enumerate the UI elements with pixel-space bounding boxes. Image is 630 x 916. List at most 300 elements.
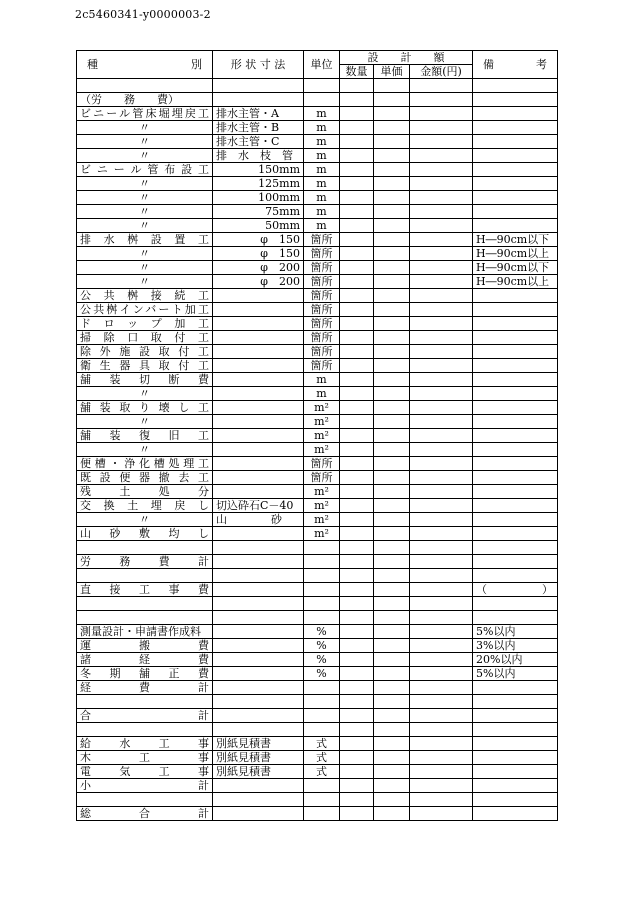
cell-unit: m² bbox=[304, 415, 340, 429]
cell-amount bbox=[410, 541, 473, 555]
cell-qty bbox=[340, 765, 374, 779]
cell-unit: m² bbox=[304, 429, 340, 443]
table-row bbox=[77, 625, 558, 639]
cell-unit-price bbox=[374, 135, 410, 149]
cell-amount bbox=[410, 513, 473, 527]
table-row bbox=[77, 751, 558, 765]
cell-unit bbox=[304, 779, 340, 793]
cell-qty bbox=[340, 527, 374, 541]
cell-unit: 箇所 bbox=[304, 261, 340, 275]
cell-unit: m² bbox=[304, 401, 340, 415]
cell-remarks bbox=[473, 569, 558, 583]
cell-qty bbox=[340, 513, 374, 527]
cell-shape: φ 150 bbox=[213, 233, 304, 247]
table-row bbox=[77, 527, 558, 541]
table-row bbox=[77, 793, 558, 807]
cell-amount bbox=[410, 639, 473, 653]
cell-unit-price bbox=[374, 107, 410, 121]
cell-unit bbox=[304, 723, 340, 737]
cell-unit-price bbox=[374, 247, 410, 261]
cell-remarks: 5%以内 bbox=[473, 667, 558, 681]
table-row bbox=[77, 583, 558, 597]
cell-qty bbox=[340, 415, 374, 429]
cell-qty bbox=[340, 695, 374, 709]
table-row bbox=[77, 401, 558, 415]
cell-shape bbox=[213, 443, 304, 457]
cell-unit bbox=[304, 93, 340, 107]
table-row bbox=[77, 639, 558, 653]
cell-unit bbox=[304, 569, 340, 583]
cell-qty bbox=[340, 163, 374, 177]
cell-qty bbox=[340, 499, 374, 513]
cell-remarks bbox=[473, 471, 558, 485]
cell-remarks bbox=[473, 415, 558, 429]
cell-qty bbox=[340, 219, 374, 233]
cell-unit-price bbox=[374, 359, 410, 373]
cell-unit bbox=[304, 807, 340, 821]
cell-qty bbox=[340, 401, 374, 415]
cell-remarks bbox=[473, 457, 558, 471]
cell-qty bbox=[340, 387, 374, 401]
table-row bbox=[77, 219, 558, 233]
cell-shape: φ 200 bbox=[213, 275, 304, 289]
cell-qty bbox=[340, 583, 374, 597]
cell-remarks bbox=[473, 737, 558, 751]
document-id: 2c5460341-y0000003-2 bbox=[75, 8, 211, 21]
cell-unit: 箇所 bbox=[304, 233, 340, 247]
cell-unit: 箇所 bbox=[304, 359, 340, 373]
cell-unit: m bbox=[304, 373, 340, 387]
cell-shape: 別紙見積書 bbox=[213, 737, 304, 751]
cell-shape: 別紙見積書 bbox=[213, 765, 304, 779]
cell-unit: 式 bbox=[304, 765, 340, 779]
cell-amount bbox=[410, 317, 473, 331]
cell-unit: m bbox=[304, 149, 340, 163]
table-row bbox=[77, 667, 558, 681]
cell-amount bbox=[410, 443, 473, 457]
cell-amount bbox=[410, 737, 473, 751]
cell-unit: m bbox=[304, 107, 340, 121]
cell-remarks: H―90cm以下 bbox=[473, 261, 558, 275]
cell-shape bbox=[213, 93, 304, 107]
cell-unit-price bbox=[374, 779, 410, 793]
cell-category: 排水桝設置工 bbox=[77, 233, 213, 247]
cell-qty bbox=[340, 611, 374, 625]
cell-unit-price bbox=[374, 149, 410, 163]
cell-remarks bbox=[473, 93, 558, 107]
cell-qty bbox=[340, 541, 374, 555]
cell-unit bbox=[304, 611, 340, 625]
table-row bbox=[77, 429, 558, 443]
cell-qty bbox=[340, 793, 374, 807]
cell-category: 〃 bbox=[77, 275, 213, 289]
cell-qty bbox=[340, 331, 374, 345]
cell-shape bbox=[213, 317, 304, 331]
cell-unit-price bbox=[374, 765, 410, 779]
cell-unit-price bbox=[374, 681, 410, 695]
table-row bbox=[77, 653, 558, 667]
cell-unit-price bbox=[374, 527, 410, 541]
cell-shape bbox=[213, 569, 304, 583]
cell-category: 〃 bbox=[77, 513, 213, 527]
cell-unit-price bbox=[374, 303, 410, 317]
cell-amount bbox=[410, 667, 473, 681]
cell-amount bbox=[410, 681, 473, 695]
cell-unit: m bbox=[304, 121, 340, 135]
cell-category: 〃 bbox=[77, 205, 213, 219]
cell-unit: m² bbox=[304, 499, 340, 513]
cell-remarks bbox=[473, 401, 558, 415]
cell-shape: 排水主管・A bbox=[213, 107, 304, 121]
cell-shape bbox=[213, 387, 304, 401]
cell-remarks bbox=[473, 485, 558, 499]
cell-unit: m² bbox=[304, 443, 340, 457]
cell-qty bbox=[340, 79, 374, 93]
cell-unit: 箇所 bbox=[304, 471, 340, 485]
table-row bbox=[77, 247, 558, 261]
cell-unit: m bbox=[304, 219, 340, 233]
cell-remarks bbox=[473, 527, 558, 541]
cell-unit-price bbox=[374, 695, 410, 709]
cell-amount bbox=[410, 723, 473, 737]
cell-amount bbox=[410, 653, 473, 667]
table-row bbox=[77, 737, 558, 751]
cell-amount bbox=[410, 359, 473, 373]
cell-qty bbox=[340, 807, 374, 821]
cell-category: 給水工事 bbox=[77, 737, 213, 751]
cell-amount bbox=[410, 79, 473, 93]
cell-remarks bbox=[473, 219, 558, 233]
cell-amount bbox=[410, 807, 473, 821]
cell-unit: 箇所 bbox=[304, 331, 340, 345]
cell-qty bbox=[340, 457, 374, 471]
cell-amount bbox=[410, 485, 473, 499]
cell-shape bbox=[213, 303, 304, 317]
cell-qty bbox=[340, 429, 374, 443]
cell-remarks bbox=[473, 191, 558, 205]
table-row bbox=[77, 457, 558, 471]
cell-unit-price bbox=[374, 737, 410, 751]
cell-unit-price bbox=[374, 429, 410, 443]
cell-qty bbox=[340, 597, 374, 611]
cell-amount bbox=[410, 121, 473, 135]
cell-unit: 式 bbox=[304, 737, 340, 751]
table-row bbox=[77, 191, 558, 205]
cell-unit bbox=[304, 541, 340, 555]
cell-category: 衛生器具取付工 bbox=[77, 359, 213, 373]
table-row bbox=[77, 303, 558, 317]
cell-unit-price bbox=[374, 289, 410, 303]
cell-qty bbox=[340, 121, 374, 135]
cell-qty bbox=[340, 751, 374, 765]
cell-shape bbox=[213, 779, 304, 793]
cell-shape bbox=[213, 653, 304, 667]
cell-amount bbox=[410, 499, 473, 513]
table-row bbox=[77, 415, 558, 429]
cell-qty bbox=[340, 247, 374, 261]
cell-remarks: 3%以内 bbox=[473, 639, 558, 653]
header-shape: 形 状 寸 法 bbox=[213, 51, 304, 79]
cell-remarks bbox=[473, 499, 558, 513]
cell-shape: 100mm bbox=[213, 191, 304, 205]
table-row bbox=[77, 387, 558, 401]
cell-unit-price bbox=[374, 513, 410, 527]
cell-remarks bbox=[473, 359, 558, 373]
cell-shape: 山 砂 bbox=[213, 513, 304, 527]
table-row bbox=[77, 233, 558, 247]
cell-category: 残土処分 bbox=[77, 485, 213, 499]
cell-unit-price bbox=[374, 611, 410, 625]
table-row bbox=[77, 555, 558, 569]
cell-unit: 箇所 bbox=[304, 247, 340, 261]
cell-remarks bbox=[473, 303, 558, 317]
cell-shape: 排水主管・B bbox=[213, 121, 304, 135]
cell-remarks bbox=[473, 443, 558, 457]
cell-shape: 排水主管・C bbox=[213, 135, 304, 149]
cell-remarks bbox=[473, 163, 558, 177]
header-unit-price: 単価 bbox=[374, 65, 410, 79]
cell-amount bbox=[410, 611, 473, 625]
cell-amount bbox=[410, 429, 473, 443]
table-row bbox=[77, 709, 558, 723]
cell-unit-price bbox=[374, 639, 410, 653]
cell-unit: m² bbox=[304, 513, 340, 527]
cell-unit-price bbox=[374, 261, 410, 275]
cell-amount bbox=[410, 751, 473, 765]
cell-remarks bbox=[473, 107, 558, 121]
cell-unit bbox=[304, 79, 340, 93]
cell-shape bbox=[213, 611, 304, 625]
cell-qty bbox=[340, 359, 374, 373]
cell-amount bbox=[410, 177, 473, 191]
cell-category: 〃 bbox=[77, 149, 213, 163]
cell-shape bbox=[213, 807, 304, 821]
cell-unit: m² bbox=[304, 485, 340, 499]
table-row bbox=[77, 695, 558, 709]
cell-unit-price bbox=[374, 457, 410, 471]
cell-unit-price bbox=[374, 653, 410, 667]
cell-remarks bbox=[473, 121, 558, 135]
cell-unit-price bbox=[374, 485, 410, 499]
cell-shape bbox=[213, 331, 304, 345]
table-row bbox=[77, 79, 558, 93]
cell-unit: 箇所 bbox=[304, 289, 340, 303]
cell-category: 舗装復旧工 bbox=[77, 429, 213, 443]
cell-category: 電気工事 bbox=[77, 765, 213, 779]
cell-amount bbox=[410, 191, 473, 205]
table-row bbox=[77, 499, 558, 513]
header-design-amount: 設 計 額 bbox=[340, 51, 473, 65]
cell-unit-price bbox=[374, 177, 410, 191]
cell-qty bbox=[340, 723, 374, 737]
cell-unit: 箇所 bbox=[304, 275, 340, 289]
header-remarks: 備 考 bbox=[473, 51, 558, 79]
header-amount: 金額(円) bbox=[410, 65, 473, 79]
cell-unit: m bbox=[304, 205, 340, 219]
cell-amount bbox=[410, 625, 473, 639]
table-row bbox=[77, 443, 558, 457]
cell-category: 測量設計・申請書作成料 bbox=[77, 625, 213, 639]
header-category: 種 別 bbox=[77, 51, 213, 79]
table-row bbox=[77, 373, 558, 387]
cell-shape bbox=[213, 541, 304, 555]
table-row bbox=[77, 177, 558, 191]
cell-qty bbox=[340, 205, 374, 219]
cell-category: 除外施設取付工 bbox=[77, 345, 213, 359]
cell-category bbox=[77, 79, 213, 93]
cell-qty bbox=[340, 555, 374, 569]
cell-unit-price bbox=[374, 401, 410, 415]
cell-qty bbox=[340, 443, 374, 457]
cell-category bbox=[77, 541, 213, 555]
cell-remarks bbox=[473, 793, 558, 807]
cell-category: 労務費計 bbox=[77, 555, 213, 569]
cell-remarks bbox=[473, 541, 558, 555]
cell-unit bbox=[304, 597, 340, 611]
cell-shape: φ 150 bbox=[213, 247, 304, 261]
cell-category: ビニール管床堀埋戻工 bbox=[77, 107, 213, 121]
cell-qty bbox=[340, 107, 374, 121]
cell-remarks bbox=[473, 779, 558, 793]
cell-unit: 箇所 bbox=[304, 345, 340, 359]
cell-unit-price bbox=[374, 625, 410, 639]
cell-shape bbox=[213, 709, 304, 723]
cell-shape bbox=[213, 625, 304, 639]
cell-remarks bbox=[473, 555, 558, 569]
cell-shape bbox=[213, 401, 304, 415]
cell-amount bbox=[410, 107, 473, 121]
cell-amount bbox=[410, 275, 473, 289]
cell-qty bbox=[340, 317, 374, 331]
cell-qty bbox=[340, 779, 374, 793]
cell-shape bbox=[213, 527, 304, 541]
cell-category: 直接工事費 bbox=[77, 583, 213, 597]
cell-amount bbox=[410, 401, 473, 415]
cell-category: 〃 bbox=[77, 177, 213, 191]
cell-amount bbox=[410, 331, 473, 345]
cell-unit-price bbox=[374, 597, 410, 611]
cell-remarks bbox=[473, 709, 558, 723]
table-row bbox=[77, 485, 558, 499]
cell-amount bbox=[410, 709, 473, 723]
cell-shape: 125mm bbox=[213, 177, 304, 191]
cell-unit: m² bbox=[304, 527, 340, 541]
cell-remarks bbox=[473, 345, 558, 359]
cell-amount bbox=[410, 219, 473, 233]
cell-qty bbox=[340, 135, 374, 149]
cell-unit: % bbox=[304, 625, 340, 639]
cell-shape bbox=[213, 359, 304, 373]
cell-remarks bbox=[473, 317, 558, 331]
cell-unit-price bbox=[374, 471, 410, 485]
cell-shape bbox=[213, 639, 304, 653]
cell-category: 合計 bbox=[77, 709, 213, 723]
cell-shape bbox=[213, 345, 304, 359]
cell-category: （労 務 費） bbox=[77, 93, 213, 107]
cell-category: 経費計 bbox=[77, 681, 213, 695]
cell-remarks bbox=[473, 513, 558, 527]
cell-category: 舗装切断費 bbox=[77, 373, 213, 387]
cell-amount bbox=[410, 303, 473, 317]
cell-unit: m bbox=[304, 387, 340, 401]
cell-unit-price bbox=[374, 345, 410, 359]
cell-amount bbox=[410, 233, 473, 247]
cell-category: ビニール管布設工 bbox=[77, 163, 213, 177]
cell-qty bbox=[340, 569, 374, 583]
cell-qty bbox=[340, 149, 374, 163]
cell-shape bbox=[213, 667, 304, 681]
cell-category: ドロップ加工 bbox=[77, 317, 213, 331]
cell-unit bbox=[304, 681, 340, 695]
cell-qty bbox=[340, 485, 374, 499]
cell-category: 〃 bbox=[77, 261, 213, 275]
cell-shape: 別紙見積書 bbox=[213, 751, 304, 765]
cell-category bbox=[77, 723, 213, 737]
cell-amount bbox=[410, 289, 473, 303]
header-unit: 単位 bbox=[304, 51, 340, 79]
cell-category: 既設便器撤去工 bbox=[77, 471, 213, 485]
cell-category: 総合計 bbox=[77, 807, 213, 821]
table-row bbox=[77, 121, 558, 135]
cell-unit-price bbox=[374, 499, 410, 513]
cell-unit: % bbox=[304, 653, 340, 667]
cell-amount bbox=[410, 415, 473, 429]
cell-qty bbox=[340, 639, 374, 653]
cell-qty bbox=[340, 177, 374, 191]
cell-remarks bbox=[473, 765, 558, 779]
cell-amount bbox=[410, 779, 473, 793]
table-row bbox=[77, 149, 558, 163]
cell-category: 諸経費 bbox=[77, 653, 213, 667]
cell-remarks bbox=[473, 681, 558, 695]
cell-unit-price bbox=[374, 387, 410, 401]
cell-remarks bbox=[473, 149, 558, 163]
table-row bbox=[77, 541, 558, 555]
cell-unit-price bbox=[374, 807, 410, 821]
cell-shape bbox=[213, 723, 304, 737]
cell-unit-price bbox=[374, 233, 410, 247]
cell-qty bbox=[340, 345, 374, 359]
table-row bbox=[77, 345, 558, 359]
table-row bbox=[77, 261, 558, 275]
cell-qty bbox=[340, 681, 374, 695]
cell-shape bbox=[213, 415, 304, 429]
cell-unit-price bbox=[374, 443, 410, 457]
cell-remarks bbox=[473, 387, 558, 401]
cell-unit: m bbox=[304, 177, 340, 191]
cell-amount bbox=[410, 149, 473, 163]
cell-amount bbox=[410, 387, 473, 401]
cell-unit-price bbox=[374, 709, 410, 723]
cell-amount bbox=[410, 205, 473, 219]
cell-shape bbox=[213, 793, 304, 807]
cell-shape bbox=[213, 457, 304, 471]
cell-qty bbox=[340, 471, 374, 485]
cell-remarks: 20%以内 bbox=[473, 653, 558, 667]
table-row bbox=[77, 611, 558, 625]
table-row bbox=[77, 513, 558, 527]
cell-unit-price bbox=[374, 723, 410, 737]
cell-unit-price bbox=[374, 751, 410, 765]
cell-amount bbox=[410, 163, 473, 177]
cell-amount bbox=[410, 457, 473, 471]
cell-remarks bbox=[473, 429, 558, 443]
cell-unit bbox=[304, 583, 340, 597]
estimate-table bbox=[76, 50, 558, 821]
cell-amount bbox=[410, 247, 473, 261]
cell-category: 便槽・浄化槽処理工 bbox=[77, 457, 213, 471]
table-row bbox=[77, 317, 558, 331]
